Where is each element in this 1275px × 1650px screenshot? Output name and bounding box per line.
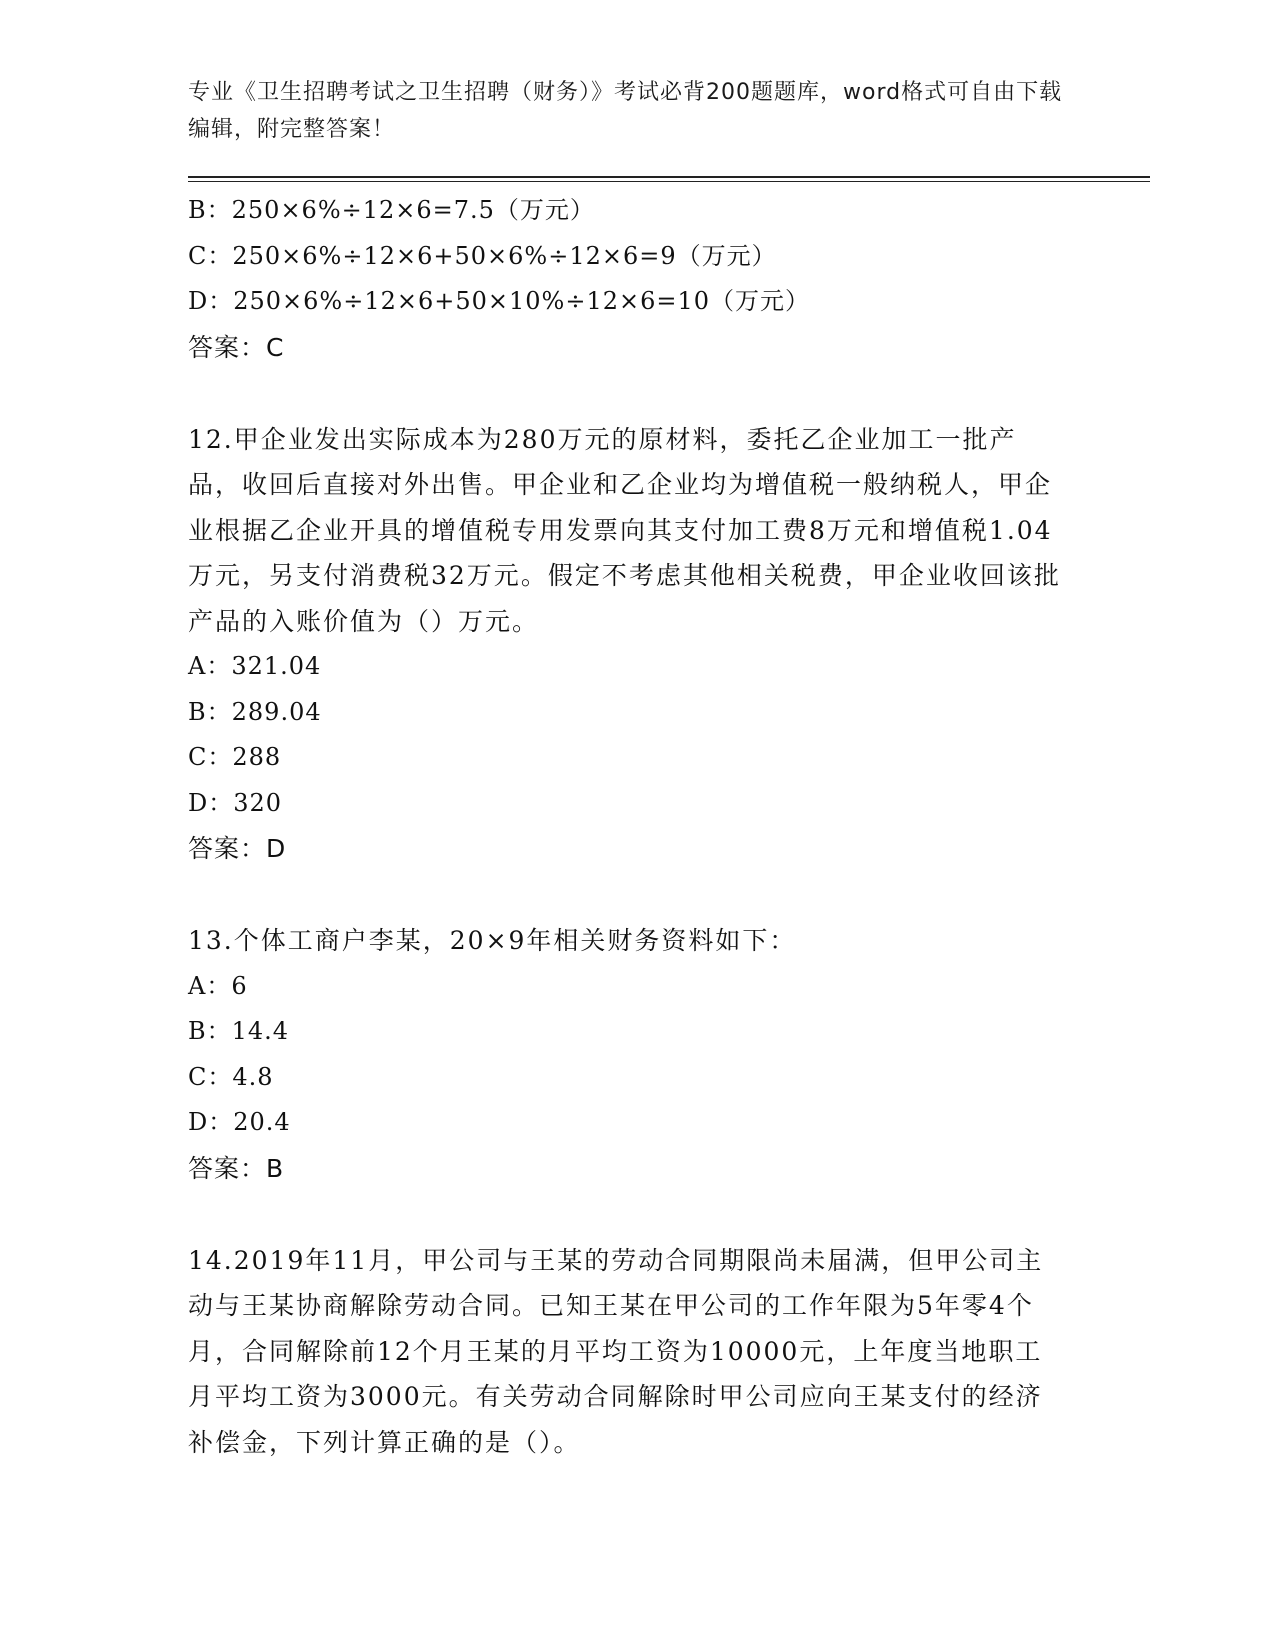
spacer <box>188 371 1088 417</box>
q11-answer: 答案：C <box>188 332 285 362</box>
q12-stem: 12.甲企业发出实际成本为280万元的原材料，委托乙企业加工一批产品，收回后直接对外出售。甲企业和乙企业均为增值税一般纳税人，甲企业根据乙企业开具的增值税专用发票向其支付加工费8万元和增值税1.04万元，另支付消费税32万元。假定不考虑其他相关税费，甲企业收回该批产品的入账价值为（）万元。 <box>188 424 1061 636</box>
q12-option-c: C：288 <box>188 743 282 771</box>
q12-option-a: A：321.04 <box>188 652 322 680</box>
question-14-block <box>188 1238 1088 1466</box>
q12-answer: 答案：D <box>188 834 287 863</box>
q11-option-b: B：250×6%÷12×6=7.5（万元） <box>188 196 595 224</box>
spacer <box>188 872 1088 918</box>
question-11-block <box>188 188 1088 371</box>
q11-option-d: D：250×6%÷12×6+50×10%÷12×6=10（万元） <box>188 287 811 315</box>
q14-stem: 14.2019年11月，甲公司与王某的劳动合同期限尚未届满，但甲公司主动与王某协商解除劳动合同。已知王某在甲公司的工作年限为5年零4个月，合同解除前12个月王某的月平均工资为10000元，上年度当地职工月平均工资为3000元。有关劳动合同解除时甲公司应向王某支付的经济补偿金，下列计算正确的是（）。 <box>188 1245 1044 1457</box>
q13-option-a: A：6 <box>188 971 248 1000</box>
q13-option-d: D：20.4 <box>188 1108 291 1136</box>
q12-option-d: D：320 <box>188 788 283 817</box>
question-13-block <box>188 918 1088 1192</box>
q13-option-b: B：14.4 <box>188 1017 290 1045</box>
header-divider-thick <box>188 176 1150 178</box>
document-header-title: 专业《卫生招聘考试之卫生招聘（财务）》考试必背200题题库，word格式可自由下载编辑，附完整答案！ <box>188 80 1063 142</box>
question-12-block <box>188 417 1088 873</box>
q12-option-b: B：289.04 <box>188 697 322 726</box>
spacer <box>188 1192 1088 1238</box>
q13-answer: 答案：B <box>188 1153 285 1183</box>
question-content <box>188 188 1088 1465</box>
header-divider-thin <box>188 181 1150 182</box>
q13-option-c: C：4.8 <box>188 1062 274 1091</box>
q11-option-c: C：250×6%÷12×6+50×6%÷12×6=9（万元） <box>188 241 777 270</box>
q13-stem: 13.个体工商户李某，20×9年相关财务资料如下： <box>188 926 797 955</box>
